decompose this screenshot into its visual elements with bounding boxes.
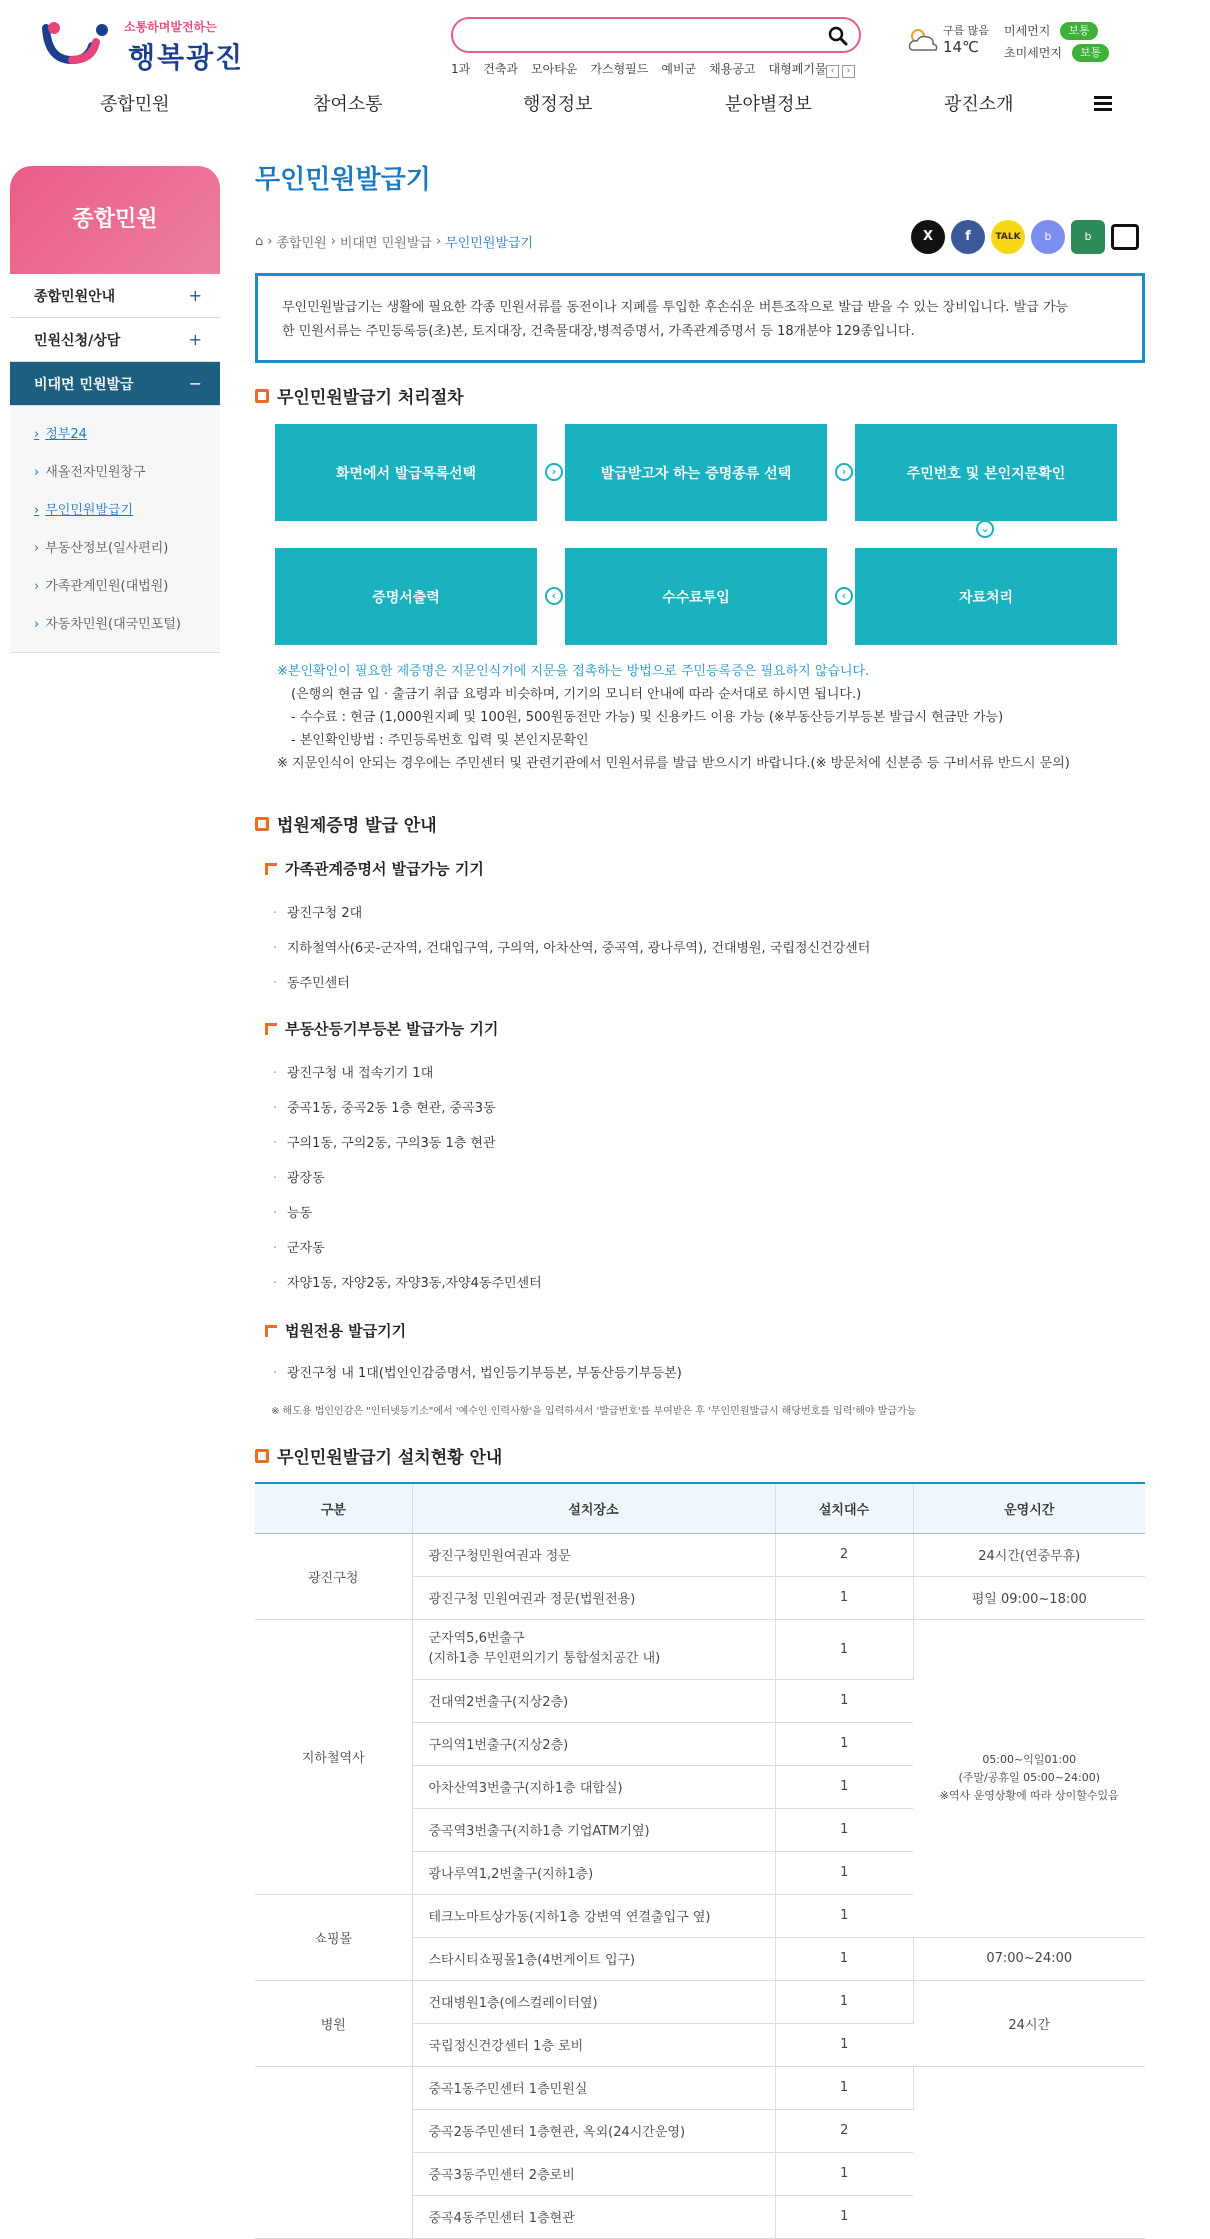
section-bullet-icon — [255, 1449, 269, 1463]
submenu-item-gov24[interactable]: › 정부24 — [34, 427, 87, 442]
sidebar-item-label: 민원신청/상담 — [34, 332, 121, 349]
count-cell: 2 — [775, 1533, 913, 1576]
place-cell: 중곡역3번출구(지하1층 기업ATM기옆) — [412, 1808, 775, 1851]
arrow-left-icon: ‹ — [835, 587, 853, 605]
note-line: ※ 지문인식이 안되는 경우에는 주민센터 및 관련기관에서 민원서류를 발급 받으시기 바랍니다.(※ 방문처에 신분증 등 구비서류 반드시 문의) — [277, 756, 1070, 771]
next-icon[interactable]: › — [842, 65, 855, 78]
count-cell: 2 — [775, 2109, 913, 2152]
process-step: 자료처리 — [855, 548, 1117, 645]
sidebar-item-contactless[interactable] — [10, 362, 220, 406]
court-note: ※ 해도용 법인인감은 "인터넷등기소"에서 '예수인 인력사항'을 입력하셔서 '발급번호'를 부여받은 후 '무인민원발급시 해당번호를 입력'해야 발급가능 — [271, 1406, 917, 1417]
share-bar — [911, 220, 1139, 254]
note-line: ※본인확인이 필요한 제증명은 지문인식기에 지문을 접촉하는 방법으로 주민등록증은 필요하지 않습니다. — [277, 664, 870, 679]
count-cell: 1 — [775, 1937, 913, 1980]
keyword-link[interactable]: 건축과 — [483, 62, 519, 76]
count-cell: 1 — [775, 1851, 913, 1894]
section-title: 무인민원발급기 처리절차 — [255, 383, 464, 408]
sidebar-submenu — [10, 406, 220, 653]
place-cell: 국립정신건강센터 1층 로비 — [412, 2023, 775, 2066]
prev-icon[interactable]: ‹ — [826, 65, 839, 78]
list-item: · 구의1동, 구의2동, 구의3동 1층 현관 — [271, 1126, 542, 1161]
fine-dust-status-badge: 보통 — [1072, 44, 1109, 62]
family-list — [271, 896, 870, 1001]
arrow-left-icon: ‹ — [545, 587, 563, 605]
place-cell: 중곡2동주민센터 1층현관, 옥외(24시간운영) — [412, 2109, 775, 2152]
nav-item-participation[interactable]: 참여소통 — [313, 94, 383, 115]
nav-item-admin[interactable]: 행정정보 — [523, 94, 593, 115]
count-cell: 1 — [775, 1765, 913, 1808]
count-cell: 1 — [775, 1679, 913, 1722]
list-item: · 광진구청 내 접속기기 1대 — [271, 1056, 542, 1091]
subsection-bullet-icon — [265, 1023, 277, 1035]
cloud-sun-icon — [906, 26, 940, 52]
keyword-pager — [826, 65, 855, 78]
sidebar-menu — [10, 274, 220, 653]
dust-status-badge: 보통 — [1060, 22, 1097, 40]
arrow-down-icon: ⌄ — [976, 520, 994, 538]
table-row — [255, 2066, 1145, 2109]
blog-icon[interactable]: b — [1071, 220, 1105, 254]
place-cell: 중곡1동주민센터 1층민원실 — [412, 2066, 775, 2109]
hours-cell: 24시간(연중무휴) — [913, 1533, 1145, 1576]
realty-list — [271, 1056, 542, 1301]
process-step: 증명서출력 — [275, 548, 537, 645]
table-row — [255, 1619, 1145, 1679]
hours-cell: 평일 09:00~18:00 — [913, 1576, 1145, 1619]
sidebar-title: 종합민원 — [10, 166, 220, 274]
note-line: - 본인확인방법 : 주민등록번호 입력 및 본인지문확인 — [291, 733, 589, 748]
breadcrumb-current: 무인민원발급기 — [445, 236, 534, 251]
hamburger-menu-icon[interactable] — [1094, 96, 1112, 112]
list-item: · 동주민센터 — [271, 966, 870, 1001]
main-content — [255, 160, 1145, 2226]
section-title: 무인민원발급기 설치현황 안내 — [255, 1443, 502, 1468]
process-step: 발급받고자 하는 증명종류 선택 — [565, 424, 827, 521]
count-cell: 1 — [775, 1808, 913, 1851]
dust-widget — [1004, 20, 1109, 64]
plus-icon[interactable]: + — [188, 330, 202, 349]
list-item: · 능동 — [271, 1196, 542, 1231]
keyword-link[interactable]: 채용공고 — [709, 62, 756, 76]
section-title: 법원제증명 발급 안내 — [255, 811, 437, 836]
group-cell: 지하철역사 — [255, 1619, 412, 1894]
note-line: - 수수료 : 현금 (1,000원지폐 및 100원, 500원동전만 가능) 및 신용카드 이용 가능 (※부동산등기부등본 발급시 현금만 가능) — [291, 710, 1004, 725]
arrow-right-icon: › — [835, 463, 853, 481]
note-line: (은행의 현금 입 · 출금기 취급 요령과 비슷하며, 기기의 모니터 안내에 따라 순서대로 하시면 됩니다.) — [291, 687, 862, 702]
table-header: 구분 — [255, 1483, 412, 1533]
place-cell: 중곡3동주민센터 2층로비 — [412, 2152, 775, 2195]
place-cell: 광나루역1,2번출구(지하1층) — [412, 1851, 775, 1894]
subsection-title: 부동산등기부등본 발급가능 기기 — [265, 1018, 498, 1039]
subsection-bullet-icon — [265, 1325, 277, 1337]
dust-label: 미세먼지 — [1004, 24, 1051, 38]
facebook-icon[interactable]: f — [951, 220, 985, 254]
section-bullet-icon — [255, 817, 269, 831]
count-cell: 1 — [775, 1619, 913, 1679]
sidebar-item-label: 종합민원안내 — [34, 288, 116, 305]
weather-widget — [906, 22, 990, 62]
list-item: · 군자동 — [271, 1231, 542, 1266]
submenu-item-saeol[interactable]: › 새올전자민원창구 — [34, 465, 146, 480]
place-cell: 군자역5,6번출구 (지하1층 무인편의기기 통합설치공간 내) — [412, 1619, 775, 1679]
process-step: 주민번호 및 본인지문확인 — [855, 424, 1117, 521]
submenu-item-car[interactable]: › 자동차민원(대국민포털) — [34, 617, 181, 632]
kiosk-table — [255, 1482, 1145, 2239]
submenu-item-kiosk[interactable]: › 무인민원발급기 — [34, 503, 134, 518]
keyword-link[interactable]: 대형폐기물 — [768, 62, 827, 76]
table-header: 운영시간 — [913, 1483, 1145, 1533]
hours-cell — [913, 2066, 1145, 2238]
search-input[interactable] — [451, 17, 861, 53]
sidebar-item-apply[interactable] — [10, 318, 220, 362]
sidebar-item-label: 비대면 민원발급 — [34, 376, 134, 393]
intro-text: 한 민원서류는 주민등록등(초)본, 토지대장, 건축물대장,병적증명서, 가족관계증명서 등 18개분야 129종입니다. — [282, 324, 915, 339]
kakaotalk-icon[interactable]: TALK — [991, 220, 1025, 254]
weather-temp: 14℃ — [943, 38, 979, 56]
nav-item-fields[interactable]: 분야별정보 — [725, 94, 812, 115]
keyword-link[interactable]: 1과 — [451, 62, 471, 76]
table-row — [255, 1980, 1145, 2023]
popular-keywords — [451, 60, 826, 77]
count-cell: 1 — [775, 2152, 913, 2195]
intro-box — [255, 273, 1145, 363]
list-item: · 자양1동, 자양2동, 자양3동,자양4동주민센터 — [271, 1266, 542, 1301]
table-header: 설치장소 — [412, 1483, 775, 1533]
group-cell: 광진구청 — [255, 1533, 412, 1619]
group-cell: 병원 — [255, 1980, 412, 2066]
logo-title: 행복광진 — [128, 41, 245, 74]
weather-condition: 구름 많음 — [943, 24, 990, 37]
process-step: 수수료투입 — [565, 548, 827, 645]
place-cell: 테크노마트상가동(지하1층 강변역 연결출입구 옆) — [412, 1894, 775, 1937]
hours-cell: 07:00~24:00 — [913, 1937, 1145, 1980]
list-item: · 광장동 — [271, 1161, 542, 1196]
breadcrumb-item[interactable]: 비대면 민원발급 — [339, 236, 432, 251]
sidebar — [10, 166, 220, 653]
count-cell: 1 — [775, 1576, 913, 1619]
place-cell: 광진구청민원여권과 정문 — [412, 1533, 775, 1576]
list-item: · 중곡1동, 중곡2동 1층 현관, 중곡3동 — [271, 1091, 542, 1126]
logo[interactable] — [42, 14, 245, 78]
logo-mark-icon — [42, 20, 122, 66]
count-cell: 1 — [775, 2195, 913, 2238]
intro-text: 무인민원발급기는 생활에 필요한 각종 민원서류를 동전이나 지폐를 투입한 후손쉬운 버튼조작으로 발급 받을 수 있는 장비입니다. 발급 가능 — [282, 300, 1069, 315]
place-cell: 건대역2번출구(지상2층) — [412, 1679, 775, 1722]
submenu-item-realty[interactable]: › 부동산정보(일사편리) — [34, 541, 169, 556]
group-cell — [255, 2066, 412, 2238]
subsection-title: 법원전용 발급기기 — [265, 1320, 406, 1341]
x-icon[interactable]: X — [911, 220, 945, 254]
arrow-right-icon: › — [545, 463, 563, 481]
process-notes — [277, 660, 1070, 775]
table-header-row — [255, 1483, 1145, 1533]
count-cell: 1 — [775, 2066, 913, 2109]
nav-item-civil[interactable]: 종합민원 — [100, 94, 170, 115]
place-cell: 광진구청 민원여권과 정문(법원전용) — [412, 1576, 775, 1619]
count-cell: 1 — [775, 2023, 913, 2066]
band-icon[interactable]: b — [1031, 220, 1065, 254]
hours-cell: 05:00~익일01:00 (주말/공휴일 05:00~24:00) ※역사 운영상황에 따라 상이할수있음 — [913, 1619, 1145, 1937]
breadcrumb-item[interactable]: 종합민원 — [276, 236, 327, 251]
logo-slogan: 소통하며발전하는 — [124, 20, 217, 34]
section-bullet-icon — [255, 389, 269, 403]
subsection-bullet-icon — [265, 863, 277, 875]
minus-icon[interactable]: − — [188, 374, 202, 393]
table-row — [255, 1533, 1145, 1576]
header — [0, 0, 1210, 130]
table-header: 설치대수 — [775, 1483, 913, 1533]
list-item: · 지하철역사(6곳-군자역, 건대입구역, 구의역, 아차산역, 중곡역, 광나루역), 건대병원, 국립정신건강센터 — [271, 931, 870, 966]
count-cell: 1 — [775, 1980, 913, 2023]
place-cell: 스타시티쇼핑몰1층(4번게이트 입구) — [412, 1937, 775, 1980]
court-list — [271, 1356, 682, 1391]
fine-dust-label: 초미세먼지 — [1004, 46, 1062, 60]
place-cell: 아차산역3번출구(지하1층 대합실) — [412, 1765, 775, 1808]
process-step: 화면에서 발급목록선택 — [275, 424, 537, 521]
count-cell: 1 — [775, 1894, 913, 1937]
keyword-link[interactable]: 모아타운 — [531, 62, 578, 76]
subsection-title: 가족관계증명서 발급가능 기기 — [265, 858, 484, 879]
list-item: · 광진구청 내 1대(법인인감증명서, 법인등기부등본, 부동산등기부등본) — [271, 1356, 682, 1391]
plus-icon[interactable]: + — [188, 286, 202, 305]
nav-item-about[interactable]: 광진소개 — [944, 94, 1014, 115]
group-cell: 쇼핑몰 — [255, 1894, 412, 1980]
place-cell: 중곡4동주민센터 1층현관 — [412, 2195, 775, 2238]
sidebar-item-guide[interactable] — [10, 274, 220, 318]
place-cell: 구의역1번출구(지상2층) — [412, 1722, 775, 1765]
place-cell: 건대병원1층(에스컬레이터옆) — [412, 1980, 775, 2023]
count-cell: 1 — [775, 1722, 913, 1765]
print-icon[interactable] — [1111, 224, 1139, 250]
page-title: 무인민원발급기 — [255, 165, 431, 195]
breadcrumb: ⌂ › 종합민원 › 비대면 민원발급 › 무인민원발급기 — [255, 234, 534, 251]
hours-cell: 24시간 — [913, 1980, 1145, 2066]
global-nav — [0, 88, 1210, 122]
list-item: · 광진구청 2대 — [271, 896, 870, 931]
search-icon[interactable] — [827, 25, 849, 47]
keyword-link[interactable]: 예비군 — [661, 62, 697, 76]
submenu-item-family[interactable]: › 가족관계민원(대법원) — [34, 579, 169, 594]
keyword-link[interactable]: 가스형필드 — [590, 62, 649, 76]
home-icon[interactable]: ⌂ — [255, 234, 264, 249]
